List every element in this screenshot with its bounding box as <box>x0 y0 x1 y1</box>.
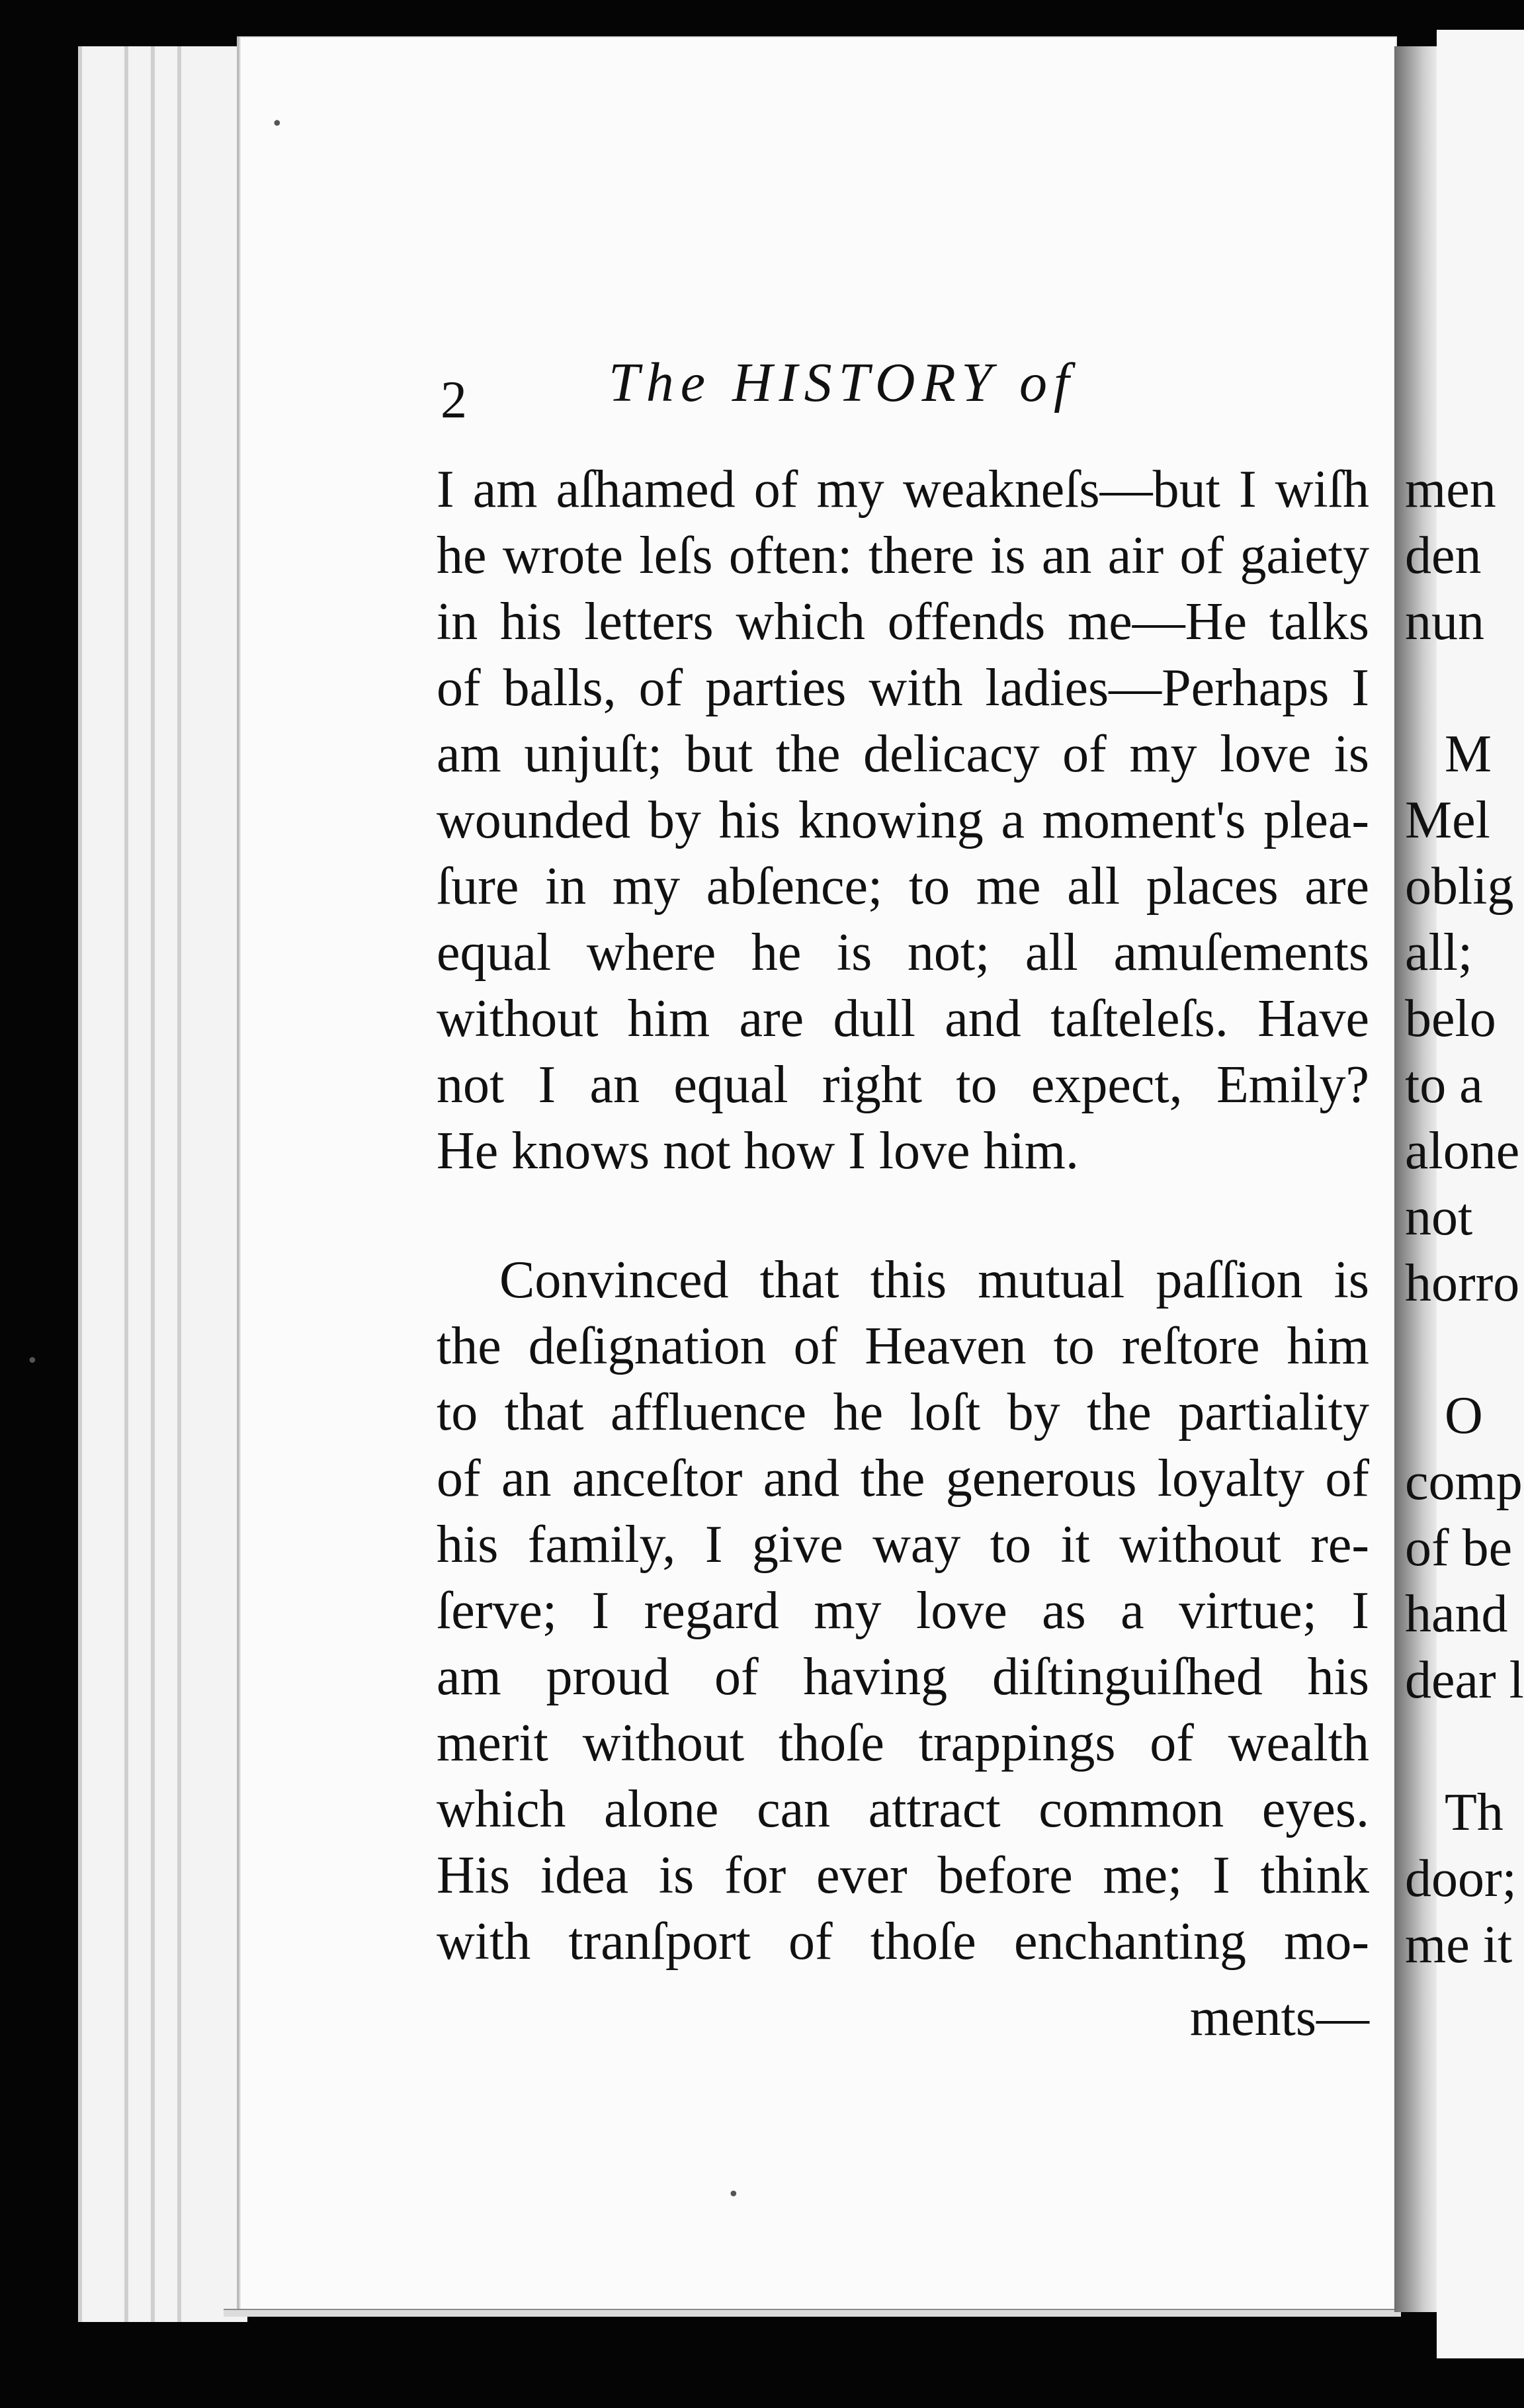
text-line: ſure in my abſence; to me all places are <box>437 857 1369 916</box>
fragment-line: alone <box>1405 1122 1520 1180</box>
fragment-line: M <box>1445 725 1492 783</box>
fragment-line: hand <box>1405 1585 1508 1643</box>
fragment-line: dear l <box>1405 1651 1524 1709</box>
fragment-line: nun <box>1405 593 1484 651</box>
catchword: ments— <box>1189 1989 1369 2047</box>
scan-speck: • <box>728 2183 740 2206</box>
fragment-line: men <box>1405 460 1496 519</box>
text-line: I am aſhamed of my weakneſs—but I wiſh <box>437 460 1369 519</box>
text-line: of an anceſtor and the generous loyalty of <box>437 1449 1369 1508</box>
paragraph-2 <box>437 1247 1369 1975</box>
running-head-title <box>609 351 1468 415</box>
fragment-line: O <box>1445 1387 1483 1445</box>
fragment-line: door; <box>1405 1850 1517 1908</box>
fragment-gap <box>1405 655 1524 721</box>
facing-page-text <box>1405 456 1524 1978</box>
text-line: to that affluence he loſt by the partiality <box>437 1383 1369 1441</box>
text-line: ſerve; I regard my love as a virtue; I <box>437 1582 1369 1640</box>
paragraph-1 <box>437 456 1369 1184</box>
fragment-line: den <box>1405 527 1482 585</box>
fragment-line: belo <box>1405 990 1496 1048</box>
text-line: Convinced that this mutual paſſion is <box>499 1251 1369 1309</box>
fragment-line: horro <box>1405 1254 1520 1312</box>
text-line: of balls, of parties with ladies—Perhaps I <box>437 659 1369 717</box>
text-line: am proud of having diſtinguiſhed his <box>437 1648 1369 1706</box>
text-line: in his letters which offends me—He talks <box>437 593 1369 651</box>
fragment-line: all; <box>1405 924 1473 982</box>
text-line: with tranſport of thoſe enchanting mo- <box>437 1913 1369 1971</box>
paragraph-gap <box>437 1184 1369 1247</box>
text-line: He knows not how I love him. <box>437 1122 1080 1180</box>
scan-speck: • <box>271 112 283 136</box>
text-line: the deſignation of Heaven to reſtore him <box>437 1317 1369 1375</box>
scan-speck: • <box>26 1350 38 1373</box>
page-number: 2 <box>441 371 467 429</box>
page-edges <box>78 46 243 2322</box>
fragment-line: not <box>1405 1188 1473 1246</box>
text-line: equal where he is not; all amuſements <box>437 924 1369 982</box>
fragment-line: comp <box>1405 1453 1523 1511</box>
text-line: merit without thoſe trappings of wealth <box>437 1714 1369 1772</box>
fragment-line: of be <box>1405 1519 1513 1577</box>
text-line: without him are dull and taſteleſs. Have <box>437 990 1369 1048</box>
running-head-title-text: The HISTORY of <box>609 352 1076 413</box>
text-line: not I an equal right to expect, Emily? <box>437 1056 1369 1114</box>
page-bottom-edge <box>224 2309 1401 2317</box>
fragment-line: me it <box>1405 1916 1513 1974</box>
text-line: His idea is for ever before me; I think <box>437 1846 1369 1905</box>
text-line: his family, I give way to it without re- <box>437 1516 1369 1574</box>
text-line: he wrote leſs often: there is an air of gaiety <box>437 527 1369 585</box>
fragment-line: to a <box>1405 1056 1483 1114</box>
fragment-line: Mel <box>1405 791 1490 849</box>
text-line: am unjuſt; but the delicacy of my love is <box>437 725 1369 783</box>
body-text <box>437 456 1369 1975</box>
text-line: wounded by his knowing a moment's plea- <box>437 791 1369 849</box>
text-line: which alone can attract common eyes. <box>437 1780 1369 1838</box>
fragment-line: Th <box>1445 1784 1503 1842</box>
fragment-line: oblig <box>1405 857 1514 916</box>
fragment-gap <box>1405 1713 1524 1780</box>
fragment-gap <box>1405 1316 1524 1383</box>
